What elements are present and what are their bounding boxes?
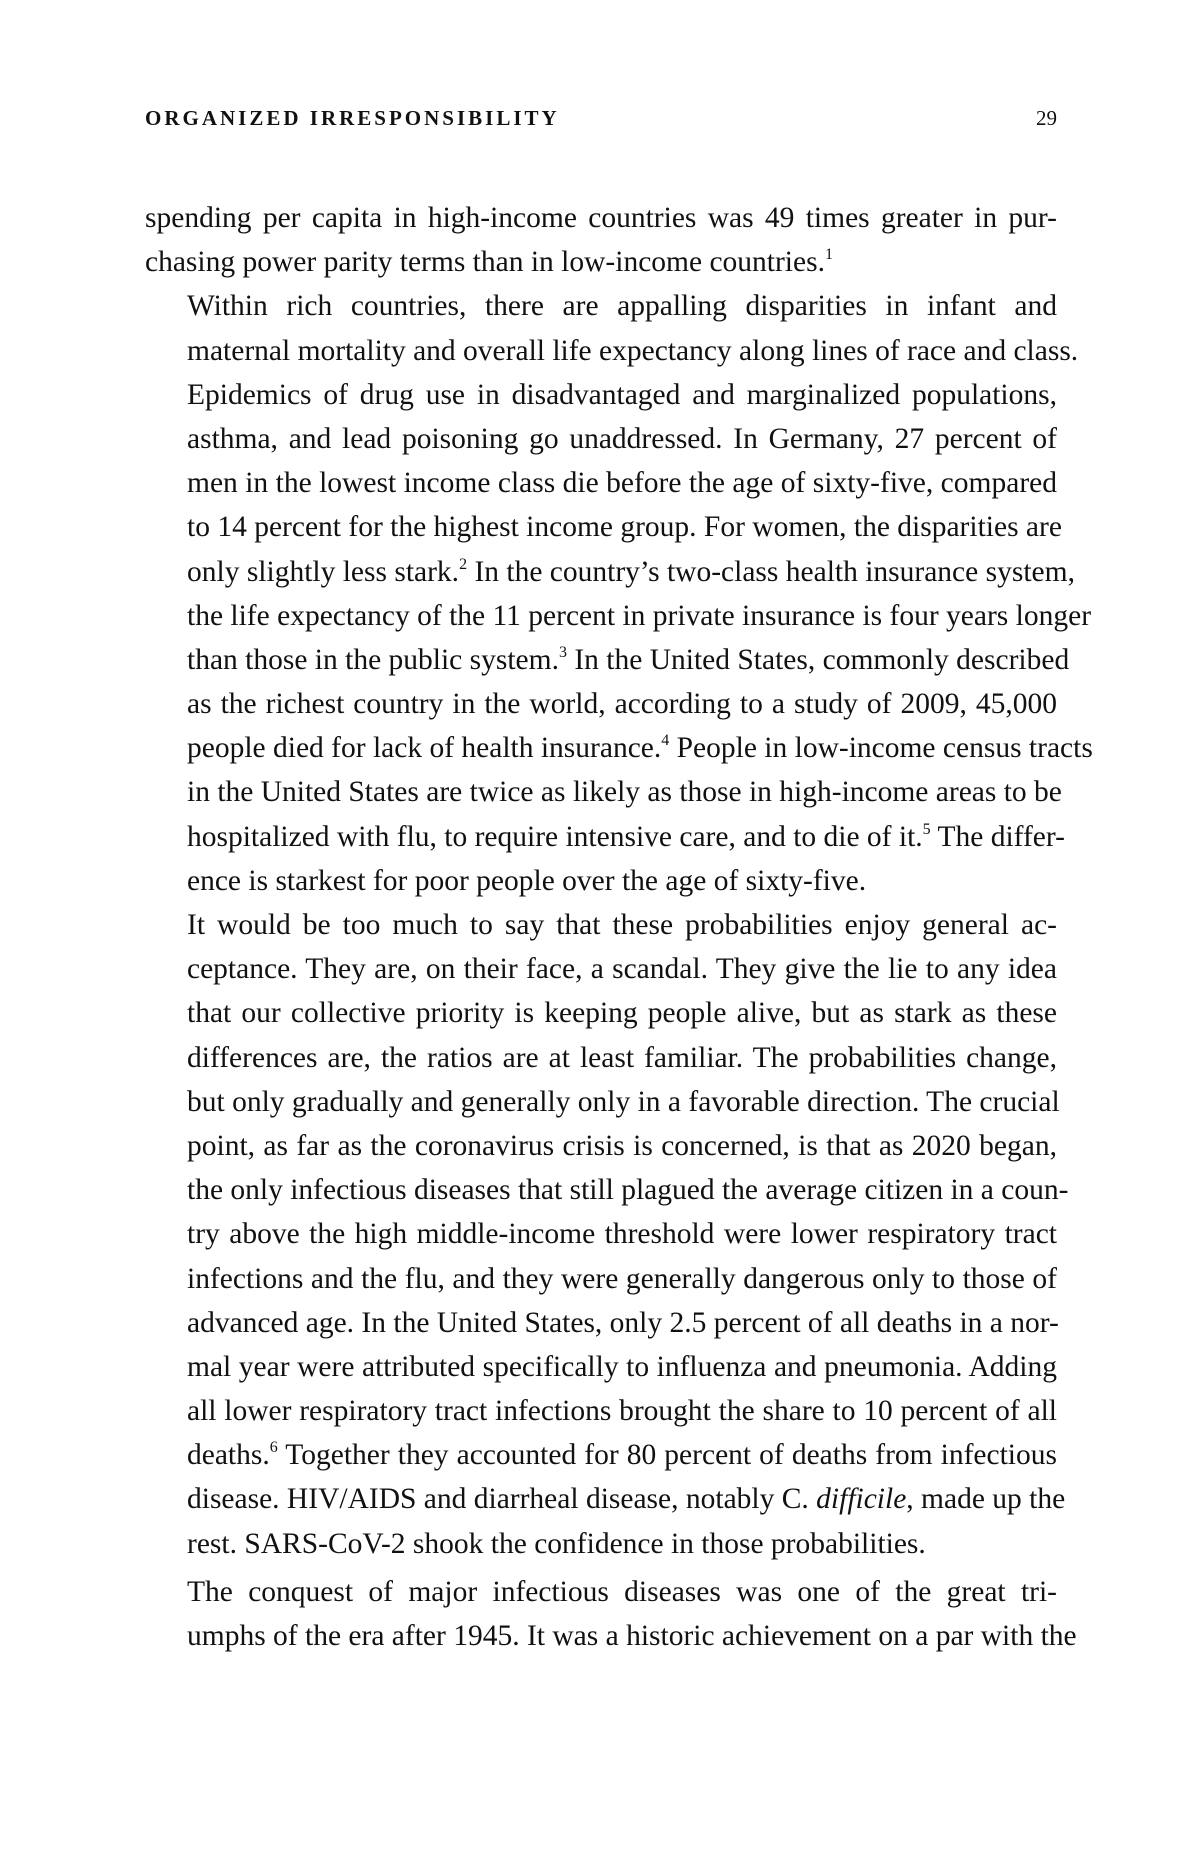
footnote-ref: 1: [824, 246, 833, 264]
text-line: try above the high middle-income threshold were lower respiratory tract: [187, 1218, 1057, 1251]
paragraph-2: [145, 284, 1093, 903]
text-line: people died for lack of health insurance.$^4$ People in low-income census tracts: [187, 732, 1093, 765]
text-line: Within rich countries, there are appalling disparities in infant and: [187, 290, 1057, 323]
text-line: maternal mortality and overall life expectancy along lines of race and class.: [187, 334, 1079, 367]
text-line: ceptance. They are, on their face, a scandal. They give the lie to any idea: [187, 953, 1057, 986]
text-line: hospitalized with flu, to require intensive care, and to die of it.$^5$ The differ-: [187, 820, 1065, 853]
text-line: than those in the public system.$^3$ In the United States, commonly described: [187, 643, 1070, 676]
text-line: disease. HIV/AIDS and diarrheal disease, notably C. difficile, made up the: [187, 1483, 1066, 1516]
footnote-ref: 5: [922, 820, 931, 838]
footnote-ref: 3: [558, 643, 567, 661]
text-line: the life expectancy of the 11 percent in private insurance is four years longer: [187, 599, 1092, 632]
text-line: but only gradually and generally only in a favorable direction. The crucial: [187, 1085, 1060, 1118]
text-line: ence is starkest for poor people over the age of sixty-five.: [187, 864, 867, 897]
text-line: as the richest country in the world, according to a study of 2009, 45,000: [187, 688, 1057, 721]
text-line: in the United States are twice as likely as those in high-income areas to be: [187, 776, 1062, 809]
footnote-ref: 4: [661, 732, 670, 750]
text-line: all lower respiratory tract infections brought the share to 10 percent of all: [187, 1395, 1057, 1428]
text-line: differences are, the ratios are at least familiar. The probabilities change,: [187, 1041, 1057, 1074]
text-line: rest. SARS-CoV-2 shook the confidence in those probabilities.: [187, 1527, 926, 1560]
text-line: infections and the flu, and they were generally dangerous only to those of: [187, 1262, 1057, 1295]
text-line: Epidemics of drug use in disadvantaged and marginalized populations,: [187, 378, 1057, 411]
footnote-ref: 6: [269, 1439, 278, 1457]
text-line: The conquest of major infectious diseases was one of the great tri-: [187, 1575, 1057, 1608]
text-line: spending per capita in high-income countries was 49 times greater in pur-: [145, 202, 1057, 234]
footnote-ref: 2: [459, 555, 468, 573]
paragraph-4: [145, 1570, 1077, 1658]
text-line: point, as far as the coronavirus crisis is concerned, is that as 2020 began,: [187, 1129, 1057, 1162]
text-line: asthma, and lead poisoning go unaddressed. In Germany, 27 percent of: [187, 422, 1057, 455]
body-text: [145, 196, 1093, 1658]
text-line: chasing power parity terms than in low-income countries.$^1$: [145, 246, 833, 279]
paragraph-1: [145, 196, 1057, 284]
text-line: advanced age. In the United States, only 2.5 percent of all deaths in a nor-: [187, 1306, 1059, 1339]
paragraph-3: [145, 903, 1069, 1566]
italic-term: difficile: [816, 1483, 907, 1516]
text-line: deaths.$^6$ Together they accounted for 80 percent of deaths from infectious: [187, 1439, 1057, 1472]
text-line: only slightly less stark.$^2$ In the country’s two-class health insurance system,: [187, 555, 1075, 588]
text-line: that our collective priority is keeping people alive, but as stark as these: [187, 997, 1057, 1030]
page-number: 29: [1036, 106, 1057, 130]
text-line: to 14 percent for the highest income group. For women, the disparities are: [187, 511, 1062, 544]
text-line: men in the lowest income class die before the age of sixty-five, compared: [187, 467, 1057, 500]
running-head: [145, 106, 1057, 136]
running-title: ORGANIZED IRRESPONSIBILITY: [145, 106, 560, 130]
text-line: the only infectious diseases that still plagued the average citizen in a coun-: [187, 1174, 1069, 1207]
text-line: umphs of the era after 1945. It was a historic achievement on a par with the: [187, 1620, 1077, 1652]
text-line: It would be too much to say that these probabilities enjoy general ac-: [187, 909, 1057, 941]
text-line: mal year were attributed specifically to influenza and pneumonia. Adding: [187, 1350, 1057, 1383]
